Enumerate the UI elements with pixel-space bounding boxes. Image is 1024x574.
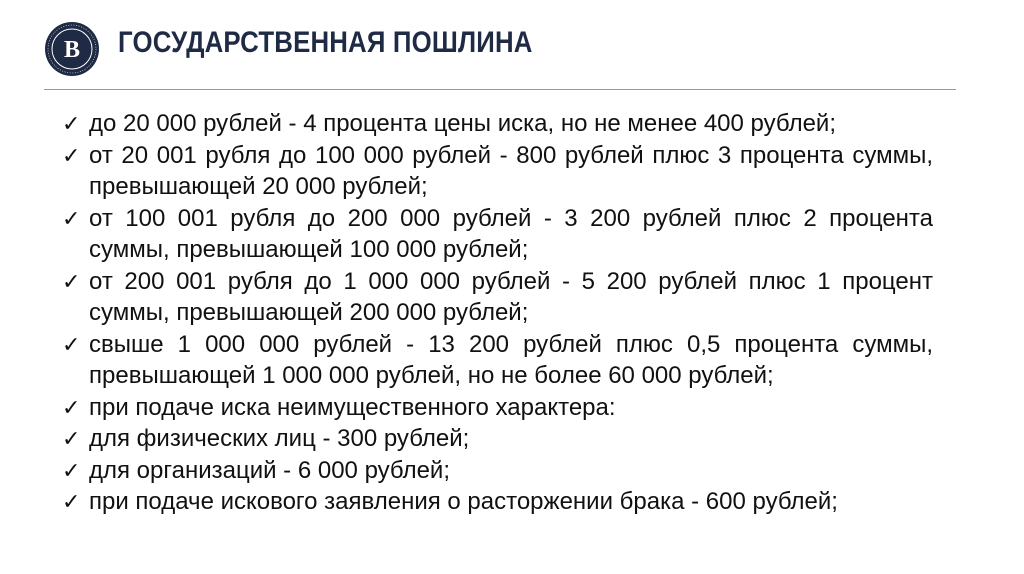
svg-text:В: В	[63, 37, 81, 63]
check-icon: ✓	[62, 426, 81, 451]
check-icon: ✓	[62, 331, 81, 357]
list-item	[60, 329, 933, 392]
page-title: ГОСУДАРСТВЕННАЯ ПОШЛИНА	[118, 26, 533, 59]
list-item-text: при подаче иска неимущественного характера:	[89, 393, 616, 421]
list-item	[60, 203, 933, 266]
check-icon: ✓	[62, 268, 81, 294]
check-icon: ✓	[62, 457, 81, 483]
check-icon: ✓	[62, 111, 81, 136]
list-item-text: до 20 000 рублей - 4 процента цены иска, но не менее 400 рублей;	[89, 110, 836, 137]
list-item-text: от 200 001 рубля до 1 000 000 рублей - 5 200 рублей плюс 1 процент суммы, превышающей 200 000 рублей;	[89, 267, 933, 326]
list-item	[60, 423, 933, 455]
list-item-text: при подаче искового заявления о расторжении брака - 600 рублей;	[89, 488, 838, 515]
check-icon: ✓	[62, 142, 81, 168]
title-divider	[44, 89, 956, 90]
list-item-text: свыше 1 000 000 рублей - 13 200 рублей плюс 0,5 процента суммы, превышающей 1 000 000 рублей, но не более 60 000 рублей;	[89, 330, 933, 389]
check-icon: ✓	[62, 205, 81, 231]
list-item	[60, 266, 933, 329]
list-item	[60, 486, 933, 518]
fee-list	[60, 108, 933, 518]
check-icon: ✓	[62, 489, 81, 514]
list-item-text: для физических лиц - 300 рублей;	[89, 425, 470, 452]
list-item-text: для организаций - 6 000 рублей;	[89, 456, 451, 484]
list-item	[60, 455, 933, 487]
list-item-text: от 100 001 рубля до 200 000 рублей - 3 200 рублей плюс 2 процента суммы, превышающей 100 000 рублей;	[89, 204, 933, 263]
list-item	[60, 140, 933, 203]
list-item	[60, 392, 933, 424]
hse-logo-icon	[44, 21, 100, 77]
list-item	[60, 108, 933, 140]
list-item-text: от 20 001 рубля до 100 000 рублей - 800 рублей плюс 3 процента суммы, превышающей 20 000 рублей;	[89, 141, 933, 200]
check-icon: ✓	[62, 394, 81, 420]
